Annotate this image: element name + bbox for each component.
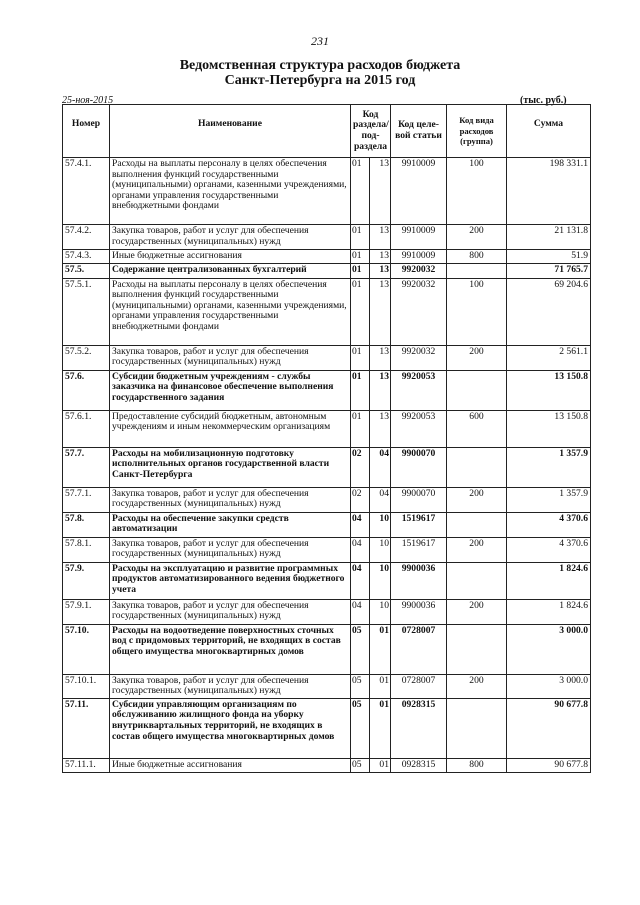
row-subsection: 04 <box>370 447 391 487</box>
row-kind: 800 <box>447 758 507 772</box>
row-name: Расходы на водоотведение поверхностных сточных вод с придомовых территорий, не входящих в состав общего имущества многоквартирных домов <box>110 624 351 674</box>
row-number: 57.6. <box>63 370 110 410</box>
row-sum: 21 131.8 <box>507 225 591 250</box>
row-sum: 4 370.6 <box>507 537 591 562</box>
row-subsection: 01 <box>370 674 391 698</box>
row-subsection: 01 <box>370 698 391 758</box>
row-number: 57.5. <box>63 263 110 278</box>
row-sum: 51.9 <box>507 250 591 264</box>
row-number: 57.8. <box>63 512 110 537</box>
row-name: Закупка товаров, работ и услуг для обеспечения государственных (муниципальных) нужд <box>110 345 351 370</box>
row-sum: 4 370.6 <box>507 512 591 537</box>
row-target: 0728007 <box>391 624 447 674</box>
row-target: 0928315 <box>391 698 447 758</box>
row-kind: 800 <box>447 250 507 264</box>
table-row <box>63 599 591 624</box>
table-row <box>63 674 591 698</box>
row-section: 01 <box>351 410 370 447</box>
row-kind <box>447 624 507 674</box>
units-label: (тыс. руб.) <box>520 95 567 106</box>
row-subsection: 04 <box>370 487 391 512</box>
row-sum: 13 150.8 <box>507 370 591 410</box>
row-section: 01 <box>351 263 370 278</box>
row-target: 0928315 <box>391 758 447 772</box>
row-subsection: 13 <box>370 263 391 278</box>
row-section: 05 <box>351 624 370 674</box>
row-number: 57.7.1. <box>63 487 110 512</box>
row-target: 9900036 <box>391 562 447 599</box>
row-target: 9900070 <box>391 487 447 512</box>
row-sum: 3 000.0 <box>507 624 591 674</box>
row-target: 9910009 <box>391 158 447 225</box>
row-subsection: 01 <box>370 624 391 674</box>
row-kind <box>447 562 507 599</box>
row-number: 57.8.1. <box>63 537 110 562</box>
row-subsection: 13 <box>370 410 391 447</box>
row-target: 9900070 <box>391 447 447 487</box>
row-number: 57.11.1. <box>63 758 110 772</box>
row-sum: 90 677.8 <box>507 698 591 758</box>
row-name: Расходы на мобилизационную подготовку исполнительных органов государственной власти Санкт-Петербурга <box>110 447 351 487</box>
row-target: 0728007 <box>391 674 447 698</box>
table-row <box>63 278 591 345</box>
budget-table <box>62 104 591 773</box>
row-subsection: 10 <box>370 599 391 624</box>
row-name: Расходы на обеспечение закупки средств автоматизации <box>110 512 351 537</box>
header-section: Код раздела/ под- раздела <box>351 105 391 158</box>
table-row <box>63 698 591 758</box>
row-kind: 100 <box>447 278 507 345</box>
row-kind: 100 <box>447 158 507 225</box>
row-kind <box>447 370 507 410</box>
row-section: 05 <box>351 698 370 758</box>
row-number: 57.5.1. <box>63 278 110 345</box>
row-section: 05 <box>351 674 370 698</box>
row-name: Закупка товаров, работ и услуг для обеспечения государственных (муниципальных) нужд <box>110 487 351 512</box>
row-name: Субсидии управляющим организациям по обслуживанию жилищного фонда на уборку внутриквартальных территорий, не входящих в состав общего имущества многоквартирных домов <box>110 698 351 758</box>
row-number: 57.4.3. <box>63 250 110 264</box>
table-row <box>63 487 591 512</box>
row-target: 9900036 <box>391 599 447 624</box>
row-name: Закупка товаров, работ и услуг для обеспечения государственных (муниципальных) нужд <box>110 225 351 250</box>
row-section: 01 <box>351 225 370 250</box>
row-kind <box>447 447 507 487</box>
row-target: 9920053 <box>391 410 447 447</box>
row-subsection: 13 <box>370 370 391 410</box>
row-kind: 200 <box>447 537 507 562</box>
row-section: 01 <box>351 250 370 264</box>
row-target: 9920032 <box>391 278 447 345</box>
row-section: 01 <box>351 345 370 370</box>
row-kind: 200 <box>447 674 507 698</box>
title-line-2: Санкт-Петербурга на 2015 год <box>224 73 416 88</box>
row-number: 57.7. <box>63 447 110 487</box>
title-line-1: Ведомственная структура расходов бюджета <box>179 58 461 73</box>
row-sum: 71 765.7 <box>507 263 591 278</box>
table-row <box>63 447 591 487</box>
row-section: 01 <box>351 158 370 225</box>
table-row <box>63 263 591 278</box>
header-name: Наименование <box>110 105 351 158</box>
table-row <box>63 512 591 537</box>
page-number: 231 <box>311 34 329 48</box>
row-kind: 200 <box>447 345 507 370</box>
row-section: 01 <box>351 370 370 410</box>
row-section: 04 <box>351 599 370 624</box>
row-section: 04 <box>351 537 370 562</box>
row-sum: 13 150.8 <box>507 410 591 447</box>
row-target: 9910009 <box>391 250 447 264</box>
row-name: Расходы на выплаты персоналу в целях обеспечения выполнения функций государственными (муниципальными) органами, казенными учреждениями, органами управления государственными внебюджетными фондами <box>110 158 351 225</box>
row-number: 57.4.1. <box>63 158 110 225</box>
row-target: 9920053 <box>391 370 447 410</box>
row-subsection: 13 <box>370 250 391 264</box>
row-name: Предоставление субсидий бюджетным, автономным учреждениям и иным некоммерческим организациям <box>110 410 351 447</box>
row-target: 9920032 <box>391 345 447 370</box>
header-target: Код целе- вой статьи <box>391 105 447 158</box>
row-kind: 200 <box>447 225 507 250</box>
table-row <box>63 158 591 225</box>
row-sum: 1 357.9 <box>507 447 591 487</box>
row-kind <box>447 698 507 758</box>
row-kind <box>447 263 507 278</box>
row-subsection: 13 <box>370 158 391 225</box>
row-target: 9920032 <box>391 263 447 278</box>
row-number: 57.5.2. <box>63 345 110 370</box>
row-number: 57.10.1. <box>63 674 110 698</box>
row-section: 01 <box>351 278 370 345</box>
row-sum: 3 000.0 <box>507 674 591 698</box>
row-name: Расходы на выплаты персоналу в целях обеспечения выполнения функций государственными (муниципальными) органами, казенными учреждениями, органами управления государственными внебюджетными фондами <box>110 278 351 345</box>
row-target: 1519617 <box>391 512 447 537</box>
row-subsection: 13 <box>370 225 391 250</box>
document-date: 25-ноя-2015 <box>62 95 114 106</box>
row-subsection: 13 <box>370 345 391 370</box>
row-name: Закупка товаров, работ и услуг для обеспечения государственных (муниципальных) нужд <box>110 674 351 698</box>
row-name: Иные бюджетные ассигнования <box>110 250 351 264</box>
row-name: Содержание централизованных бухгалтерий <box>110 263 351 278</box>
row-number: 57.10. <box>63 624 110 674</box>
row-subsection: 10 <box>370 537 391 562</box>
row-subsection: 01 <box>370 758 391 772</box>
row-number: 57.11. <box>63 698 110 758</box>
row-sum: 1 357.9 <box>507 487 591 512</box>
row-section: 02 <box>351 447 370 487</box>
row-name: Иные бюджетные ассигнования <box>110 758 351 772</box>
row-kind: 200 <box>447 487 507 512</box>
row-subsection: 10 <box>370 562 391 599</box>
row-kind <box>447 512 507 537</box>
row-sum: 198 331.1 <box>507 158 591 225</box>
header-sum: Сумма <box>507 105 591 158</box>
row-name: Расходы на эксплуатацию и развитие программных продуктов автоматизированного ведения бюджетного учета <box>110 562 351 599</box>
row-section: 04 <box>351 512 370 537</box>
header-number: Номер <box>63 105 110 158</box>
row-number: 57.6.1. <box>63 410 110 447</box>
row-sum: 69 204.6 <box>507 278 591 345</box>
table-row <box>63 370 591 410</box>
table-row <box>63 410 591 447</box>
header-kind: Код вида расходов (группа) <box>447 105 507 158</box>
row-subsection: 10 <box>370 512 391 537</box>
table-row <box>63 345 591 370</box>
table-row <box>63 537 591 562</box>
document-title <box>0 58 640 88</box>
row-target: 9910009 <box>391 225 447 250</box>
row-name: Субсидии бюджетным учреждениям - службы заказчика на финансовое обеспечение выполнения государственного задания <box>110 370 351 410</box>
table-row <box>63 562 591 599</box>
row-sum: 1 824.6 <box>507 562 591 599</box>
table-row <box>63 225 591 250</box>
row-kind: 600 <box>447 410 507 447</box>
row-sum: 2 561.1 <box>507 345 591 370</box>
table-header-row <box>63 105 591 158</box>
row-section: 02 <box>351 487 370 512</box>
table-row <box>63 758 591 772</box>
row-section: 04 <box>351 562 370 599</box>
row-kind: 200 <box>447 599 507 624</box>
row-number: 57.4.2. <box>63 225 110 250</box>
row-sum: 90 677.8 <box>507 758 591 772</box>
row-number: 57.9. <box>63 562 110 599</box>
table-row <box>63 624 591 674</box>
row-section: 05 <box>351 758 370 772</box>
row-target: 1519617 <box>391 537 447 562</box>
table-row <box>63 250 591 264</box>
row-number: 57.9.1. <box>63 599 110 624</box>
row-subsection: 13 <box>370 278 391 345</box>
row-sum: 1 824.6 <box>507 599 591 624</box>
row-name: Закупка товаров, работ и услуг для обеспечения государственных (муниципальных) нужд <box>110 599 351 624</box>
row-name: Закупка товаров, работ и услуг для обеспечения государственных (муниципальных) нужд <box>110 537 351 562</box>
